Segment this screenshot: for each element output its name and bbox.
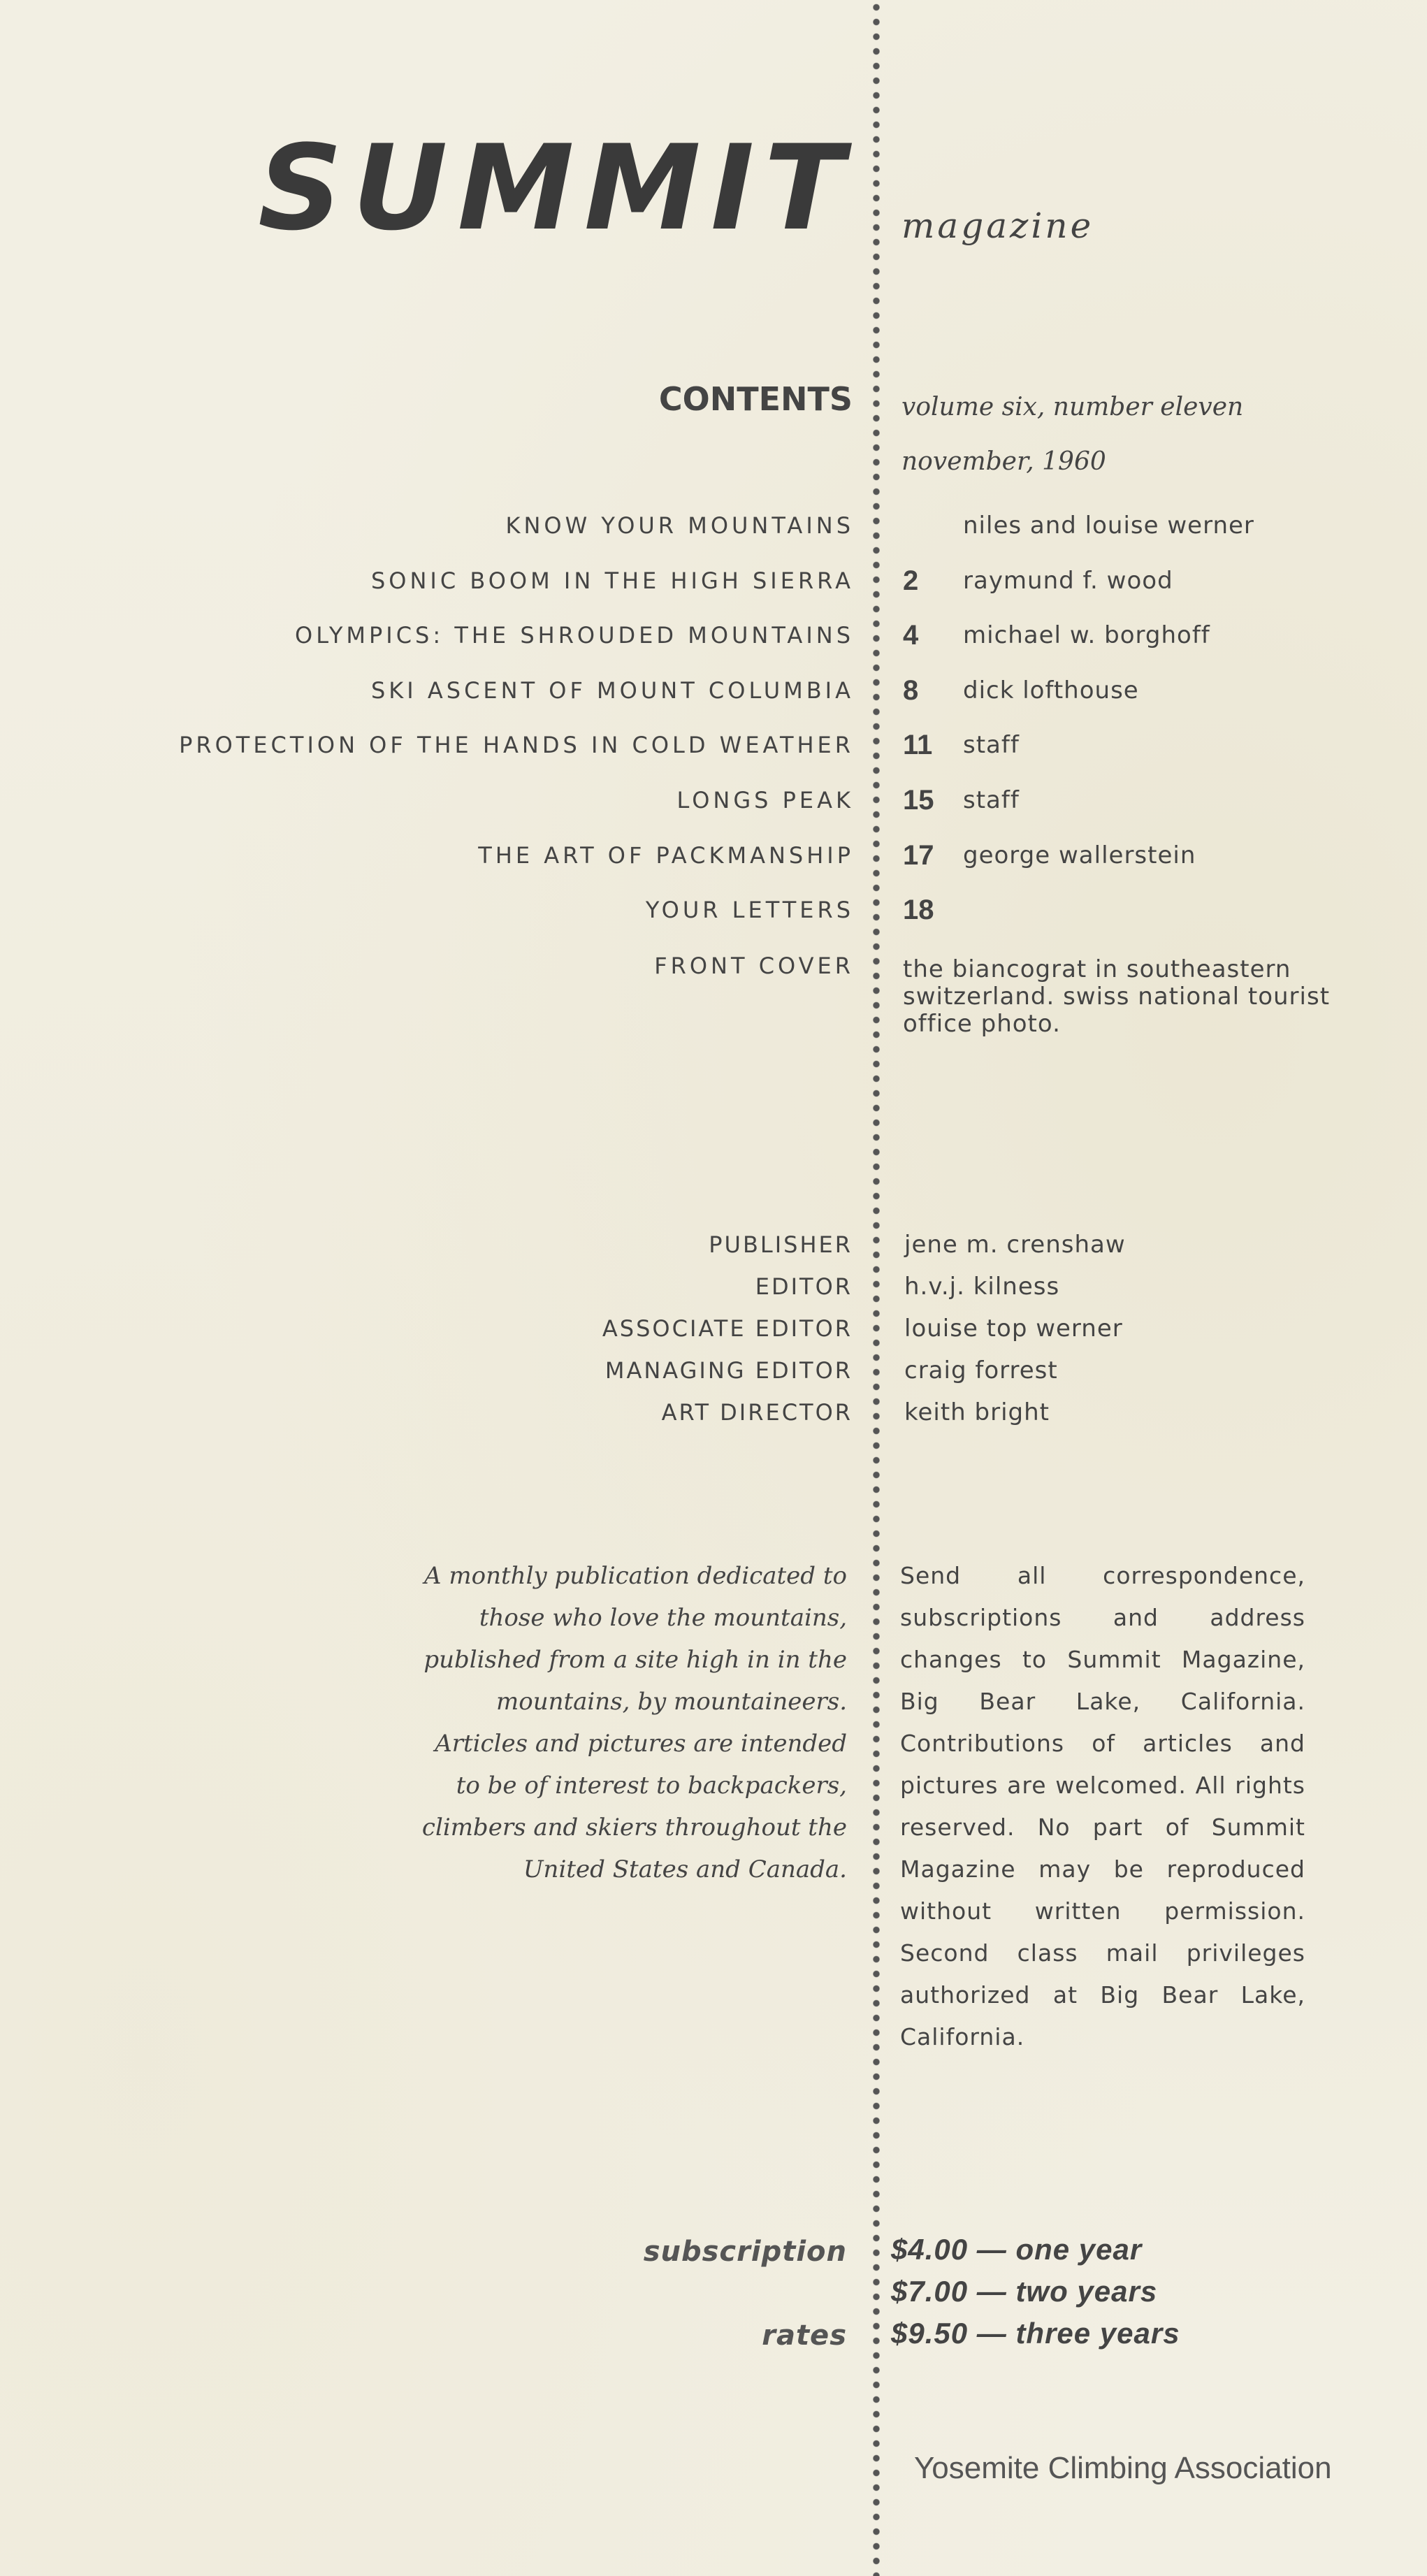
toc-entry bbox=[0, 779, 1427, 821]
front-cover-caption: the biancograt in southeastern switzerland. swiss national tourist office photo. bbox=[903, 955, 1331, 1038]
toc-entry bbox=[0, 614, 1427, 656]
staff-entry bbox=[0, 1225, 1427, 1264]
toc-title[interactable]: OLYMPICS: THE SHROUDED MOUNTAINS bbox=[295, 622, 854, 649]
toc-entry bbox=[0, 889, 1427, 931]
staff-name: keith bright bbox=[904, 1398, 1050, 1426]
staff-entry bbox=[0, 1309, 1427, 1348]
toc-entry bbox=[0, 670, 1427, 711]
toc-title[interactable]: YOUR LETTERS bbox=[645, 897, 854, 923]
staff-role: ART DIRECTOR bbox=[661, 1399, 853, 1426]
correspondence-notice: Send all correspondence, subscriptions and address changes to Summit Magazine, Big Bear Lake, California. Contributions of articles and pictures are welcomed. All rights reserved. No part of Summit Magazine may be reproduced without written permission. Second class mail privileges authorized at Big Bear Lake, California. bbox=[900, 1562, 1305, 2050]
toc-front-cover-label: FRONT COVER bbox=[654, 953, 854, 979]
masthead-subtitle: magazine bbox=[901, 205, 1094, 246]
toc-entry bbox=[0, 724, 1427, 766]
toc-entry bbox=[0, 505, 1427, 547]
toc-page-number: 17 bbox=[903, 840, 934, 871]
toc-author: staff bbox=[963, 786, 1020, 814]
staff-name: h.v.j. kilness bbox=[904, 1273, 1060, 1301]
rate-one-year: $4.00 — one year bbox=[891, 2233, 1143, 2266]
staff-role: ASSOCIATE EDITOR bbox=[602, 1315, 853, 1342]
toc-page-number: 15 bbox=[903, 785, 934, 816]
staff-role: EDITOR bbox=[755, 1273, 853, 1300]
about-paragraph: Articles and pictures are intended to be of interest to backpackers, climbers and skiers throughout the United States and Canada. bbox=[421, 1730, 847, 1883]
toc-title[interactable]: SKI ASCENT OF MOUNT COLUMBIA bbox=[370, 677, 854, 704]
staff-name: craig forrest bbox=[904, 1356, 1058, 1384]
toc-author: michael w. borghoff bbox=[963, 621, 1210, 649]
toc-page-number: 4 bbox=[903, 620, 919, 651]
masthead-title: SUMMIT bbox=[258, 120, 854, 256]
issue-volume: volume six, number eleven bbox=[901, 393, 1244, 421]
toc-page-number: 18 bbox=[903, 895, 934, 925]
toc-entry bbox=[0, 834, 1427, 876]
staff-entry bbox=[0, 1393, 1427, 1432]
staff-role: PUBLISHER bbox=[709, 1231, 853, 1258]
issue-date: november, 1960 bbox=[901, 447, 1106, 476]
watermark-text: Yosemite Climbing Association bbox=[914, 2451, 1332, 2485]
toc-author: george wallerstein bbox=[963, 841, 1196, 869]
about-blurb bbox=[414, 1555, 847, 1890]
toc-title[interactable]: PROTECTION OF THE HANDS IN COLD WEATHER bbox=[179, 732, 854, 758]
staff-entry bbox=[0, 1267, 1427, 1306]
toc-page-number: 8 bbox=[903, 675, 919, 706]
toc-title[interactable]: LONGS PEAK bbox=[676, 787, 854, 813]
toc-title[interactable]: THE ART OF PACKMANSHIP bbox=[478, 842, 854, 869]
toc-author: niles and louise werner bbox=[963, 512, 1254, 540]
rates-label: rates bbox=[762, 2320, 847, 2352]
toc-author: raymund f. wood bbox=[963, 567, 1173, 595]
rate-three-years: $9.50 — three years bbox=[891, 2317, 1180, 2350]
toc-title[interactable]: SONIC BOOM IN THE HIGH SIERRA bbox=[370, 567, 854, 594]
staff-name: louise top werner bbox=[904, 1315, 1123, 1343]
toc-entry bbox=[0, 560, 1427, 602]
about-paragraph: A monthly publication dedicated to those who love the mountains, published from a site high in in the mountains, by mountaineers. bbox=[423, 1562, 847, 1716]
toc-author: dick lofthouse bbox=[963, 676, 1139, 704]
toc-title[interactable]: KNOW YOUR MOUNTAINS bbox=[505, 512, 854, 539]
contents-heading: CONTENTS bbox=[658, 380, 853, 418]
subscription-label: subscription bbox=[643, 2236, 847, 2268]
toc-page-number: 11 bbox=[903, 730, 933, 760]
rate-two-years: $7.00 — two years bbox=[891, 2275, 1158, 2308]
staff-name: jene m. crenshaw bbox=[904, 1231, 1126, 1259]
staff-role: MANAGING EDITOR bbox=[604, 1357, 853, 1384]
staff-entry bbox=[0, 1351, 1427, 1390]
toc-author: staff bbox=[963, 731, 1020, 759]
toc-page-number: 2 bbox=[903, 565, 919, 596]
